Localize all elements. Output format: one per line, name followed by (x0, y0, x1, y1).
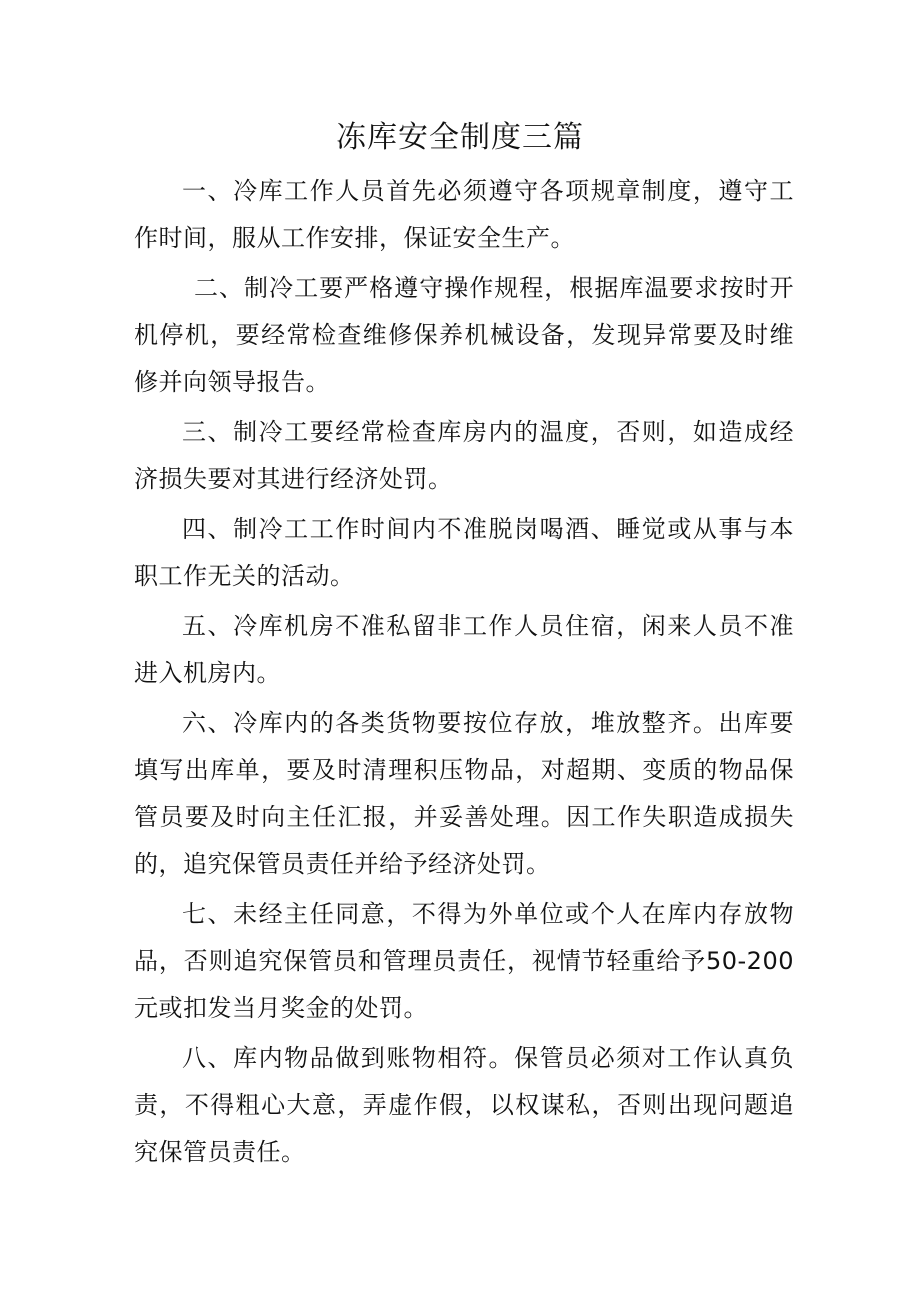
paragraph-4: 四、制冷工工作时间内不准脱岗喝酒、睡觉或从事与本职工作无关的活动。 (134, 515, 794, 590)
paragraph-5: 五、冷库机房不准私留非工作人员住宿，闲来人员不准进入机房内。 (134, 612, 794, 687)
paragraph-6: 六、冷库内的各类货物要按位存放，堆放整齐。出库要填写出库单，要及时清理积压物品，对超期、变质的物品保管员要及时向主任汇报，并妥善处理。因工作失职造成损失的，追究保管员责任并给予经济处罚。 (134, 709, 794, 878)
document-title: 冻库安全制度三篇 (336, 120, 584, 155)
document-body (134, 168, 794, 1179)
paragraph-8: 八、库内物品做到账物相符。保管员必须对工作认真负责，不得粗心大意，弄虚作假，以权谋私，否则出现问题追究保管员责任。 (134, 1044, 794, 1166)
paragraph-1: 一、冷库工作人员首先必须遵守各项规章制度，遵守工作时间，服从工作安排，保证安全生产。 (134, 177, 794, 252)
paragraph-2: 二、制冷工要严格遵守操作规程，根据库温要求按时开机停机，要经常检查维修保养机械设备，发现异常要及时维修并向领导报告。 (134, 274, 794, 396)
paragraph-3: 三、制冷工要经常检查库房内的温度，否则，如造成经济损失要对其进行经济处罚。 (134, 418, 794, 493)
paragraph-7: 七、未经主任同意，不得为外单位或个人在库内存放物品，否则追究保管员和管理员责任，视情节轻重给予50-200元或扣发当月奖金的处罚。 (134, 900, 794, 1022)
